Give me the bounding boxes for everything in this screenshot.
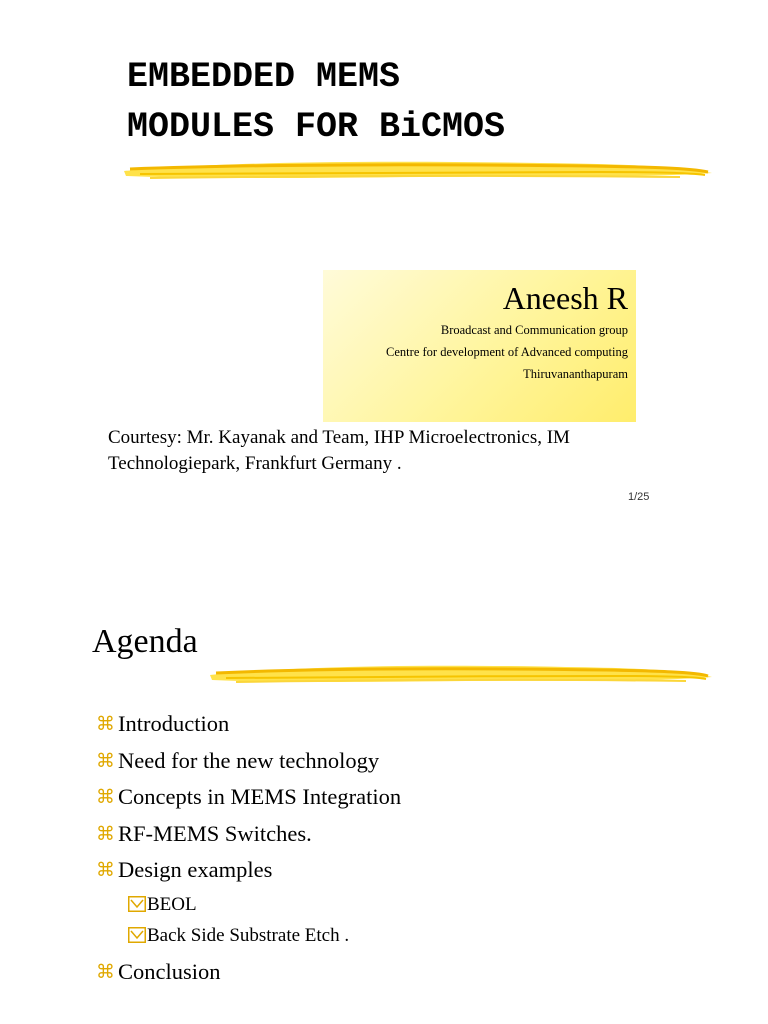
command-key-icon: ⌘	[96, 822, 115, 845]
agenda-item-label: Introduction	[118, 711, 230, 736]
command-key-icon: ⌘	[96, 713, 115, 735]
command-key-icon: ⌘	[96, 960, 115, 983]
agenda-item	[96, 954, 401, 991]
title-line-1: EMBEDDED MEMS	[127, 57, 401, 97]
agenda-item-label: RF-MEMS Switches.	[118, 820, 312, 846]
author-group: Broadcast and Communication group	[440, 323, 628, 337]
title-underline-brush	[120, 156, 716, 184]
command-key-icon: ⌘	[96, 749, 115, 772]
agenda-list	[96, 706, 401, 990]
courtesy-text: Courtesy: Mr. Kayanak and Team, IHP Microelectronics, IM Technologiepark, Frankfurt Germany .	[108, 427, 570, 474]
agenda-item	[96, 852, 401, 889]
agenda-item-label: Concepts in MEMS Integration	[118, 784, 402, 809]
command-key-icon: ⌘	[96, 859, 115, 881]
agenda-item-label: Need for the new technology	[118, 747, 380, 773]
agenda-item-label: Design examples	[118, 857, 273, 882]
agenda-item	[96, 779, 401, 816]
agenda-title: Agenda	[92, 623, 198, 660]
agenda-underline-brush	[206, 660, 716, 688]
command-key-icon: ⌘	[96, 786, 115, 808]
agenda-sub-item-label: BEOL	[147, 893, 197, 915]
title-line-2: MODULES FOR BiCMOS	[127, 107, 506, 147]
author-box	[323, 270, 636, 422]
agenda-item-label: Conclusion	[118, 958, 221, 984]
author-city: Thiruvananthapuram	[523, 367, 628, 381]
author-centre: Centre for development of Advanced computing	[386, 345, 628, 359]
slide-title	[127, 52, 505, 152]
agenda-sub-item-label: Back Side Substrate Etch .	[147, 924, 350, 946]
agenda-sub-item	[96, 889, 401, 920]
agenda-sub-item	[96, 920, 401, 951]
agenda-item	[96, 743, 401, 780]
checked-box-icon	[128, 927, 146, 943]
agenda-item	[96, 816, 401, 853]
author-name: Aneesh R	[502, 280, 628, 316]
checked-box-icon	[128, 896, 146, 912]
page-number: 1/25	[628, 491, 650, 503]
agenda-item	[96, 706, 401, 743]
